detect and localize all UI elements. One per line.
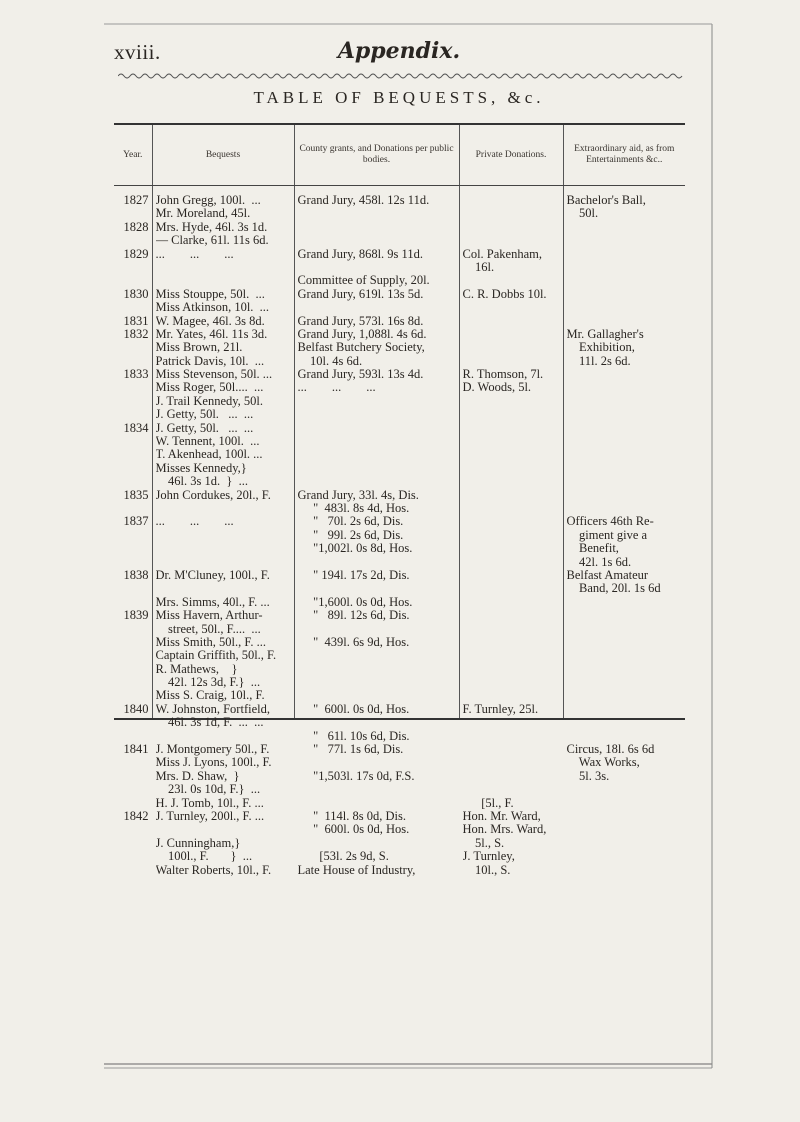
table-line bbox=[567, 623, 683, 636]
table-line bbox=[567, 301, 683, 314]
table-line: J. Trail Kennedy, 50l. bbox=[155, 394, 264, 408]
table-line bbox=[156, 261, 291, 274]
table-line: John Cordukes, 20l., F. bbox=[155, 488, 271, 502]
table-line bbox=[117, 395, 149, 408]
table-line: Wax Works, bbox=[566, 756, 640, 770]
table-line bbox=[298, 301, 456, 314]
table-line: " 483l. 8s 4d, Hos. bbox=[297, 501, 410, 515]
table-line: Grand Jury, 573l. 16s 8d. bbox=[297, 314, 424, 328]
table-line: ... ... ... bbox=[155, 515, 234, 529]
table-line bbox=[117, 448, 149, 461]
table-line: Col. Pakenham, bbox=[462, 247, 543, 261]
table-line: Miss Smith, 50l., F. ... bbox=[155, 635, 266, 649]
table-line bbox=[463, 663, 560, 676]
table-line: Patrick Davis, 10l. ... bbox=[155, 354, 265, 368]
table-line bbox=[156, 502, 291, 515]
table-line: 23l. 0s 10d, F.} ... bbox=[155, 783, 261, 797]
table-line bbox=[463, 609, 560, 622]
table-line bbox=[463, 435, 560, 448]
table-line: ... ... ... bbox=[297, 381, 376, 395]
table-line: 1832 bbox=[123, 327, 149, 341]
table-line: Mrs. D. Shaw, } bbox=[155, 769, 240, 783]
county-grants-column bbox=[294, 186, 459, 877]
col-header-county-grants: County grants, and Donations per public bodies. bbox=[294, 124, 459, 186]
table-line: 1830 bbox=[123, 287, 149, 301]
table-line bbox=[463, 502, 560, 515]
table-line bbox=[117, 850, 149, 863]
table-line: Dr. M'Cluney, 100l., F. bbox=[155, 568, 270, 582]
table-line bbox=[463, 475, 560, 488]
table-line: " 439l. 6s 9d, Hos. bbox=[297, 635, 410, 649]
table-line bbox=[463, 623, 560, 636]
table-line: Miss Havern, Arthur- bbox=[155, 609, 263, 623]
table-line: C. R. Dobbs 10l. bbox=[462, 287, 547, 301]
table-line: " 89l. 12s 6d, Dis. bbox=[297, 609, 410, 623]
table-line: [53l. 2s 9d, S. bbox=[297, 850, 389, 864]
table-line bbox=[463, 542, 560, 555]
table-line bbox=[463, 569, 560, 582]
table-line: 1831 bbox=[123, 314, 149, 328]
table-line: 42l. 1s 6d. bbox=[566, 555, 632, 569]
table-line: J. Getty, 50l. ... ... bbox=[155, 421, 254, 435]
table-line bbox=[463, 556, 560, 569]
table-line bbox=[463, 743, 560, 756]
table-body-row bbox=[114, 186, 685, 720]
page-header bbox=[114, 40, 684, 76]
table-line: — Clarke, 61l. 11s 6d. bbox=[155, 234, 269, 248]
table-line: Grand Jury, 593l. 13s 4d. bbox=[297, 368, 424, 382]
table-line: Benefit, bbox=[566, 542, 619, 556]
table-line bbox=[567, 716, 683, 729]
table-line: H. J. Tomb, 10l., F. ... bbox=[155, 796, 264, 810]
table-line: J. Turnley, 200l., F. ... bbox=[155, 809, 265, 823]
table-line: Walter Roberts, 10l., F. bbox=[155, 863, 272, 877]
table-line: Mr. Gallagher's bbox=[566, 327, 644, 341]
table-line: "1,600l. 0s 0d, Hos. bbox=[297, 595, 413, 609]
table-line: 1835 bbox=[123, 488, 149, 502]
table-line bbox=[156, 582, 291, 595]
table-line: T. Akenhead, 100l. ... bbox=[155, 448, 263, 462]
table-line bbox=[567, 368, 683, 381]
table-line bbox=[298, 475, 456, 488]
table-line: D. Woods, 5l. bbox=[462, 381, 532, 395]
private-donations-column bbox=[459, 186, 563, 877]
table-line: 1828 bbox=[123, 220, 149, 234]
table-line: ... ... ... bbox=[155, 247, 234, 261]
table-line: 1840 bbox=[123, 702, 149, 716]
table-line: 46l. 3s 1d, F. ... ... bbox=[155, 716, 264, 730]
table-line: street, 50l., F.... ... bbox=[155, 622, 261, 636]
table-line bbox=[463, 596, 560, 609]
table-line bbox=[567, 596, 683, 609]
table-line: Late House of Industry, bbox=[297, 863, 416, 877]
table-line bbox=[156, 542, 291, 555]
table-line bbox=[117, 823, 149, 836]
table-line: 50l. bbox=[566, 207, 599, 221]
table-line bbox=[463, 649, 560, 662]
table-title: TABLE OF BEQUESTS, &c. bbox=[253, 88, 545, 107]
table-line: John Gregg, 100l. ... bbox=[155, 194, 261, 207]
table-line: 1838 bbox=[123, 568, 149, 582]
table-line bbox=[117, 783, 149, 796]
table-line bbox=[567, 435, 683, 448]
table-line bbox=[567, 221, 683, 234]
table-line bbox=[463, 515, 560, 528]
table-line: Miss J. Lyons, 100l., F. bbox=[155, 756, 272, 770]
table-line bbox=[567, 422, 683, 435]
table-line bbox=[156, 274, 291, 287]
table-line: Mr. Yates, 46l. 11s 3d. bbox=[155, 327, 268, 341]
table-line: Captain Griffith, 50l., F. bbox=[155, 649, 277, 663]
table-line bbox=[298, 797, 456, 810]
table-line bbox=[156, 529, 291, 542]
table-line bbox=[117, 797, 149, 810]
table-line: 5l., S. bbox=[462, 836, 505, 850]
table-line bbox=[463, 716, 560, 729]
table-line bbox=[117, 636, 149, 649]
table-line: Belfast Amateur bbox=[566, 568, 649, 582]
table-line bbox=[298, 649, 456, 662]
table-line: 11l. 2s 6d. bbox=[566, 354, 631, 368]
table-line bbox=[463, 582, 560, 595]
table-line: Grand Jury, 33l. 4s, Dis. bbox=[297, 488, 419, 502]
table-line bbox=[567, 475, 683, 488]
table-line: " 61l. 10s 6d, Dis. bbox=[297, 729, 410, 743]
table-line: Committee of Supply, 20l. bbox=[297, 274, 430, 288]
table-line bbox=[117, 582, 149, 595]
table-line bbox=[117, 301, 149, 314]
ornamental-rule bbox=[118, 72, 683, 80]
table-line bbox=[567, 703, 683, 716]
table-line: W. Johnston, Fortfield, bbox=[155, 702, 270, 716]
table-line: J. Montgomery 50l., F. bbox=[155, 743, 270, 757]
table-line bbox=[117, 730, 149, 743]
table-line bbox=[117, 381, 149, 394]
table-line: Band, 20l. 1s 6d bbox=[566, 582, 661, 596]
table-line bbox=[567, 234, 683, 247]
table-line bbox=[567, 649, 683, 662]
table-line bbox=[298, 689, 456, 702]
table-line bbox=[463, 756, 560, 769]
table-line: 1833 bbox=[123, 368, 149, 382]
table-line: "1,002l. 0s 8d, Hos. bbox=[297, 542, 413, 556]
table-line bbox=[117, 274, 149, 287]
table-line bbox=[117, 837, 149, 850]
table-line bbox=[298, 408, 456, 421]
table-line bbox=[117, 623, 149, 636]
table-line bbox=[117, 529, 149, 542]
table-line bbox=[463, 448, 560, 461]
table-line: Misses Kennedy,} bbox=[155, 461, 247, 475]
table-line: Miss S. Craig, 10l., F. bbox=[155, 689, 265, 703]
table-header-row bbox=[114, 124, 685, 186]
table-line bbox=[298, 783, 456, 796]
table-line: Circus, 18l. 6s 6d bbox=[566, 743, 655, 757]
table-line: 1841 bbox=[123, 743, 149, 757]
table-line bbox=[117, 689, 149, 702]
table-line bbox=[117, 542, 149, 555]
folio: xviii. bbox=[114, 40, 161, 64]
table-line bbox=[463, 274, 560, 287]
table-line bbox=[463, 689, 560, 702]
table-line bbox=[117, 556, 149, 569]
table-line bbox=[117, 716, 149, 729]
col-header-year: Year. bbox=[114, 124, 152, 186]
table-line bbox=[298, 395, 456, 408]
table-line bbox=[567, 288, 683, 301]
table-line: Miss Atkinson, 10l. ... bbox=[155, 301, 270, 315]
table-line bbox=[156, 730, 291, 743]
col-header-extraordinary-aid: Extraordinary aid, as from Entertainments &c.. bbox=[563, 124, 685, 186]
table-line bbox=[117, 864, 149, 877]
table-line: "1,503l. 17s 0d, F.S. bbox=[297, 769, 415, 783]
table-line bbox=[567, 261, 683, 274]
table-line: Hon. Mrs. Ward, bbox=[462, 823, 547, 837]
bequests-column bbox=[152, 186, 294, 877]
table-line bbox=[298, 676, 456, 689]
table-line bbox=[298, 556, 456, 569]
table-line: 42l. 12s 3d, F.} ... bbox=[155, 676, 261, 690]
table-line bbox=[298, 462, 456, 475]
table-line bbox=[463, 462, 560, 475]
table-line: giment give a bbox=[566, 528, 648, 542]
table-line bbox=[567, 408, 683, 421]
table-line bbox=[117, 234, 149, 247]
table-line bbox=[117, 676, 149, 689]
table-line bbox=[567, 689, 683, 702]
table-line bbox=[463, 408, 560, 421]
table-line: 1829 bbox=[123, 247, 149, 261]
table-line bbox=[298, 756, 456, 769]
table-line: " 77l. 1s 6d, Dis. bbox=[297, 743, 404, 757]
table-line bbox=[567, 274, 683, 287]
table-line bbox=[298, 422, 456, 435]
table-line bbox=[463, 221, 560, 234]
running-title: Appendix. bbox=[337, 38, 461, 64]
table-line: R. Mathews, } bbox=[155, 662, 238, 676]
table-line: Mrs. Hyde, 46l. 3s 1d. bbox=[155, 220, 268, 234]
table-line: Bachelor's Ball, bbox=[566, 194, 646, 207]
table-line: 1839 bbox=[123, 609, 149, 623]
table-line bbox=[298, 663, 456, 676]
table-line bbox=[567, 609, 683, 622]
year-column bbox=[114, 186, 152, 823]
table-line: F. Turnley, 25l. bbox=[462, 702, 539, 716]
table-line: Miss Brown, 21l. bbox=[155, 341, 243, 355]
table-line bbox=[117, 502, 149, 515]
table-line bbox=[298, 837, 456, 850]
table-line: W. Magee, 46l. 3s 8d. bbox=[155, 314, 265, 328]
table-line bbox=[567, 636, 683, 649]
table-line bbox=[463, 770, 560, 783]
table-line: " 194l. 17s 2d, Dis. bbox=[297, 568, 410, 582]
table-line bbox=[156, 823, 291, 836]
table-line: 1827 bbox=[123, 194, 149, 207]
table-line bbox=[567, 395, 683, 408]
table-line: 1842 bbox=[123, 809, 149, 823]
table-line bbox=[463, 194, 560, 207]
table-line bbox=[463, 355, 560, 368]
table-line: Miss Roger, 50l.... ... bbox=[155, 381, 264, 395]
table-line bbox=[567, 663, 683, 676]
table-line: 16l. bbox=[462, 260, 495, 274]
table-line: 100l., F. } ... bbox=[155, 850, 253, 864]
table-line bbox=[463, 341, 560, 354]
table-line bbox=[117, 355, 149, 368]
table-line bbox=[117, 408, 149, 421]
table-line: " 600l. 0s 0d, Hos. bbox=[297, 702, 410, 716]
table-line: Mr. Moreland, 45l. bbox=[155, 207, 251, 221]
table-line bbox=[567, 248, 683, 261]
table-line bbox=[298, 221, 456, 234]
table-line: Grand Jury, 619l. 13s 5d. bbox=[297, 287, 424, 301]
table-line: J. Getty, 50l. ... ... bbox=[155, 408, 254, 422]
table-line bbox=[117, 877, 149, 890]
table-line bbox=[117, 341, 149, 354]
col-header-private-donations: Private Donations. bbox=[459, 124, 563, 186]
table-line bbox=[117, 756, 149, 769]
table-line: 46l. 3s 1d. } ... bbox=[155, 475, 248, 489]
table-line bbox=[117, 435, 149, 448]
table-line bbox=[463, 422, 560, 435]
table-line bbox=[463, 783, 560, 796]
table-line bbox=[463, 676, 560, 689]
table-line bbox=[567, 448, 683, 461]
table-line bbox=[463, 328, 560, 341]
table-line: 1834 bbox=[123, 421, 149, 435]
table-line bbox=[298, 207, 456, 220]
table-line bbox=[117, 207, 149, 220]
table-line bbox=[567, 502, 683, 515]
table-line bbox=[463, 636, 560, 649]
table-line bbox=[463, 301, 560, 314]
table-line bbox=[298, 623, 456, 636]
table-line: Officers 46th Re- bbox=[566, 515, 654, 529]
table-line bbox=[463, 207, 560, 220]
table-line bbox=[298, 435, 456, 448]
table-line bbox=[567, 676, 683, 689]
table-line bbox=[463, 489, 560, 502]
table-line: J. Turnley, bbox=[462, 850, 515, 864]
table-line bbox=[567, 489, 683, 502]
table-line bbox=[298, 261, 456, 274]
table-line: " 114l. 8s 0d, Dis. bbox=[297, 809, 406, 823]
table-line bbox=[117, 475, 149, 488]
table-line: Miss Stouppe, 50l. ... bbox=[155, 287, 265, 301]
table-line bbox=[463, 234, 560, 247]
table-line bbox=[567, 315, 683, 328]
bequests-table bbox=[114, 123, 685, 877]
table-line: R. Thomson, 7l. bbox=[462, 368, 544, 382]
table-line bbox=[156, 556, 291, 569]
table-line bbox=[463, 730, 560, 743]
table-line: " 70l. 2s 6d, Dis. bbox=[297, 515, 404, 529]
table-line bbox=[298, 234, 456, 247]
table-line: Grand Jury, 868l. 9s 11d. bbox=[297, 247, 423, 261]
table-line bbox=[117, 663, 149, 676]
table-line bbox=[463, 529, 560, 542]
table-line: Exhibition, bbox=[566, 341, 635, 355]
table-line bbox=[463, 315, 560, 328]
table-line bbox=[117, 649, 149, 662]
table-line: 1837 bbox=[123, 515, 149, 529]
table-line bbox=[117, 596, 149, 609]
table-line: " 99l. 2s 6d, Dis. bbox=[297, 528, 404, 542]
table-line: " 600l. 0s 0d, Hos. bbox=[297, 823, 410, 837]
table-line bbox=[298, 582, 456, 595]
table-line bbox=[567, 381, 683, 394]
table-line: [5l., F. bbox=[462, 796, 514, 810]
extraordinary-aid-column bbox=[563, 186, 685, 783]
table-line: Mrs. Simms, 40l., F. ... bbox=[155, 595, 270, 609]
table-line bbox=[298, 716, 456, 729]
col-header-bequests: Bequests bbox=[152, 124, 294, 186]
table-line bbox=[117, 261, 149, 274]
table-line bbox=[567, 730, 683, 743]
table-line bbox=[567, 462, 683, 475]
table-line bbox=[298, 448, 456, 461]
table-line bbox=[117, 770, 149, 783]
table-line: W. Tennent, 100l. ... bbox=[155, 435, 260, 449]
table-line bbox=[463, 395, 560, 408]
table-line: Belfast Butchery Society, bbox=[297, 341, 425, 355]
table-line: 5l. 3s. bbox=[566, 769, 610, 783]
table-line: Grand Jury, 1,088l. 4s 6d. bbox=[297, 327, 427, 341]
table-line: 10l., S. bbox=[462, 863, 511, 877]
table-line: J. Cunningham,} bbox=[155, 836, 241, 850]
table-line: Miss Stevenson, 50l. ... bbox=[155, 368, 273, 382]
table-line bbox=[117, 462, 149, 475]
table-line: 10l. 4s 6d. bbox=[297, 354, 363, 368]
table-line: Grand Jury, 458l. 12s 11d. bbox=[297, 194, 430, 207]
table-line: Hon. Mr. Ward, bbox=[462, 809, 541, 823]
